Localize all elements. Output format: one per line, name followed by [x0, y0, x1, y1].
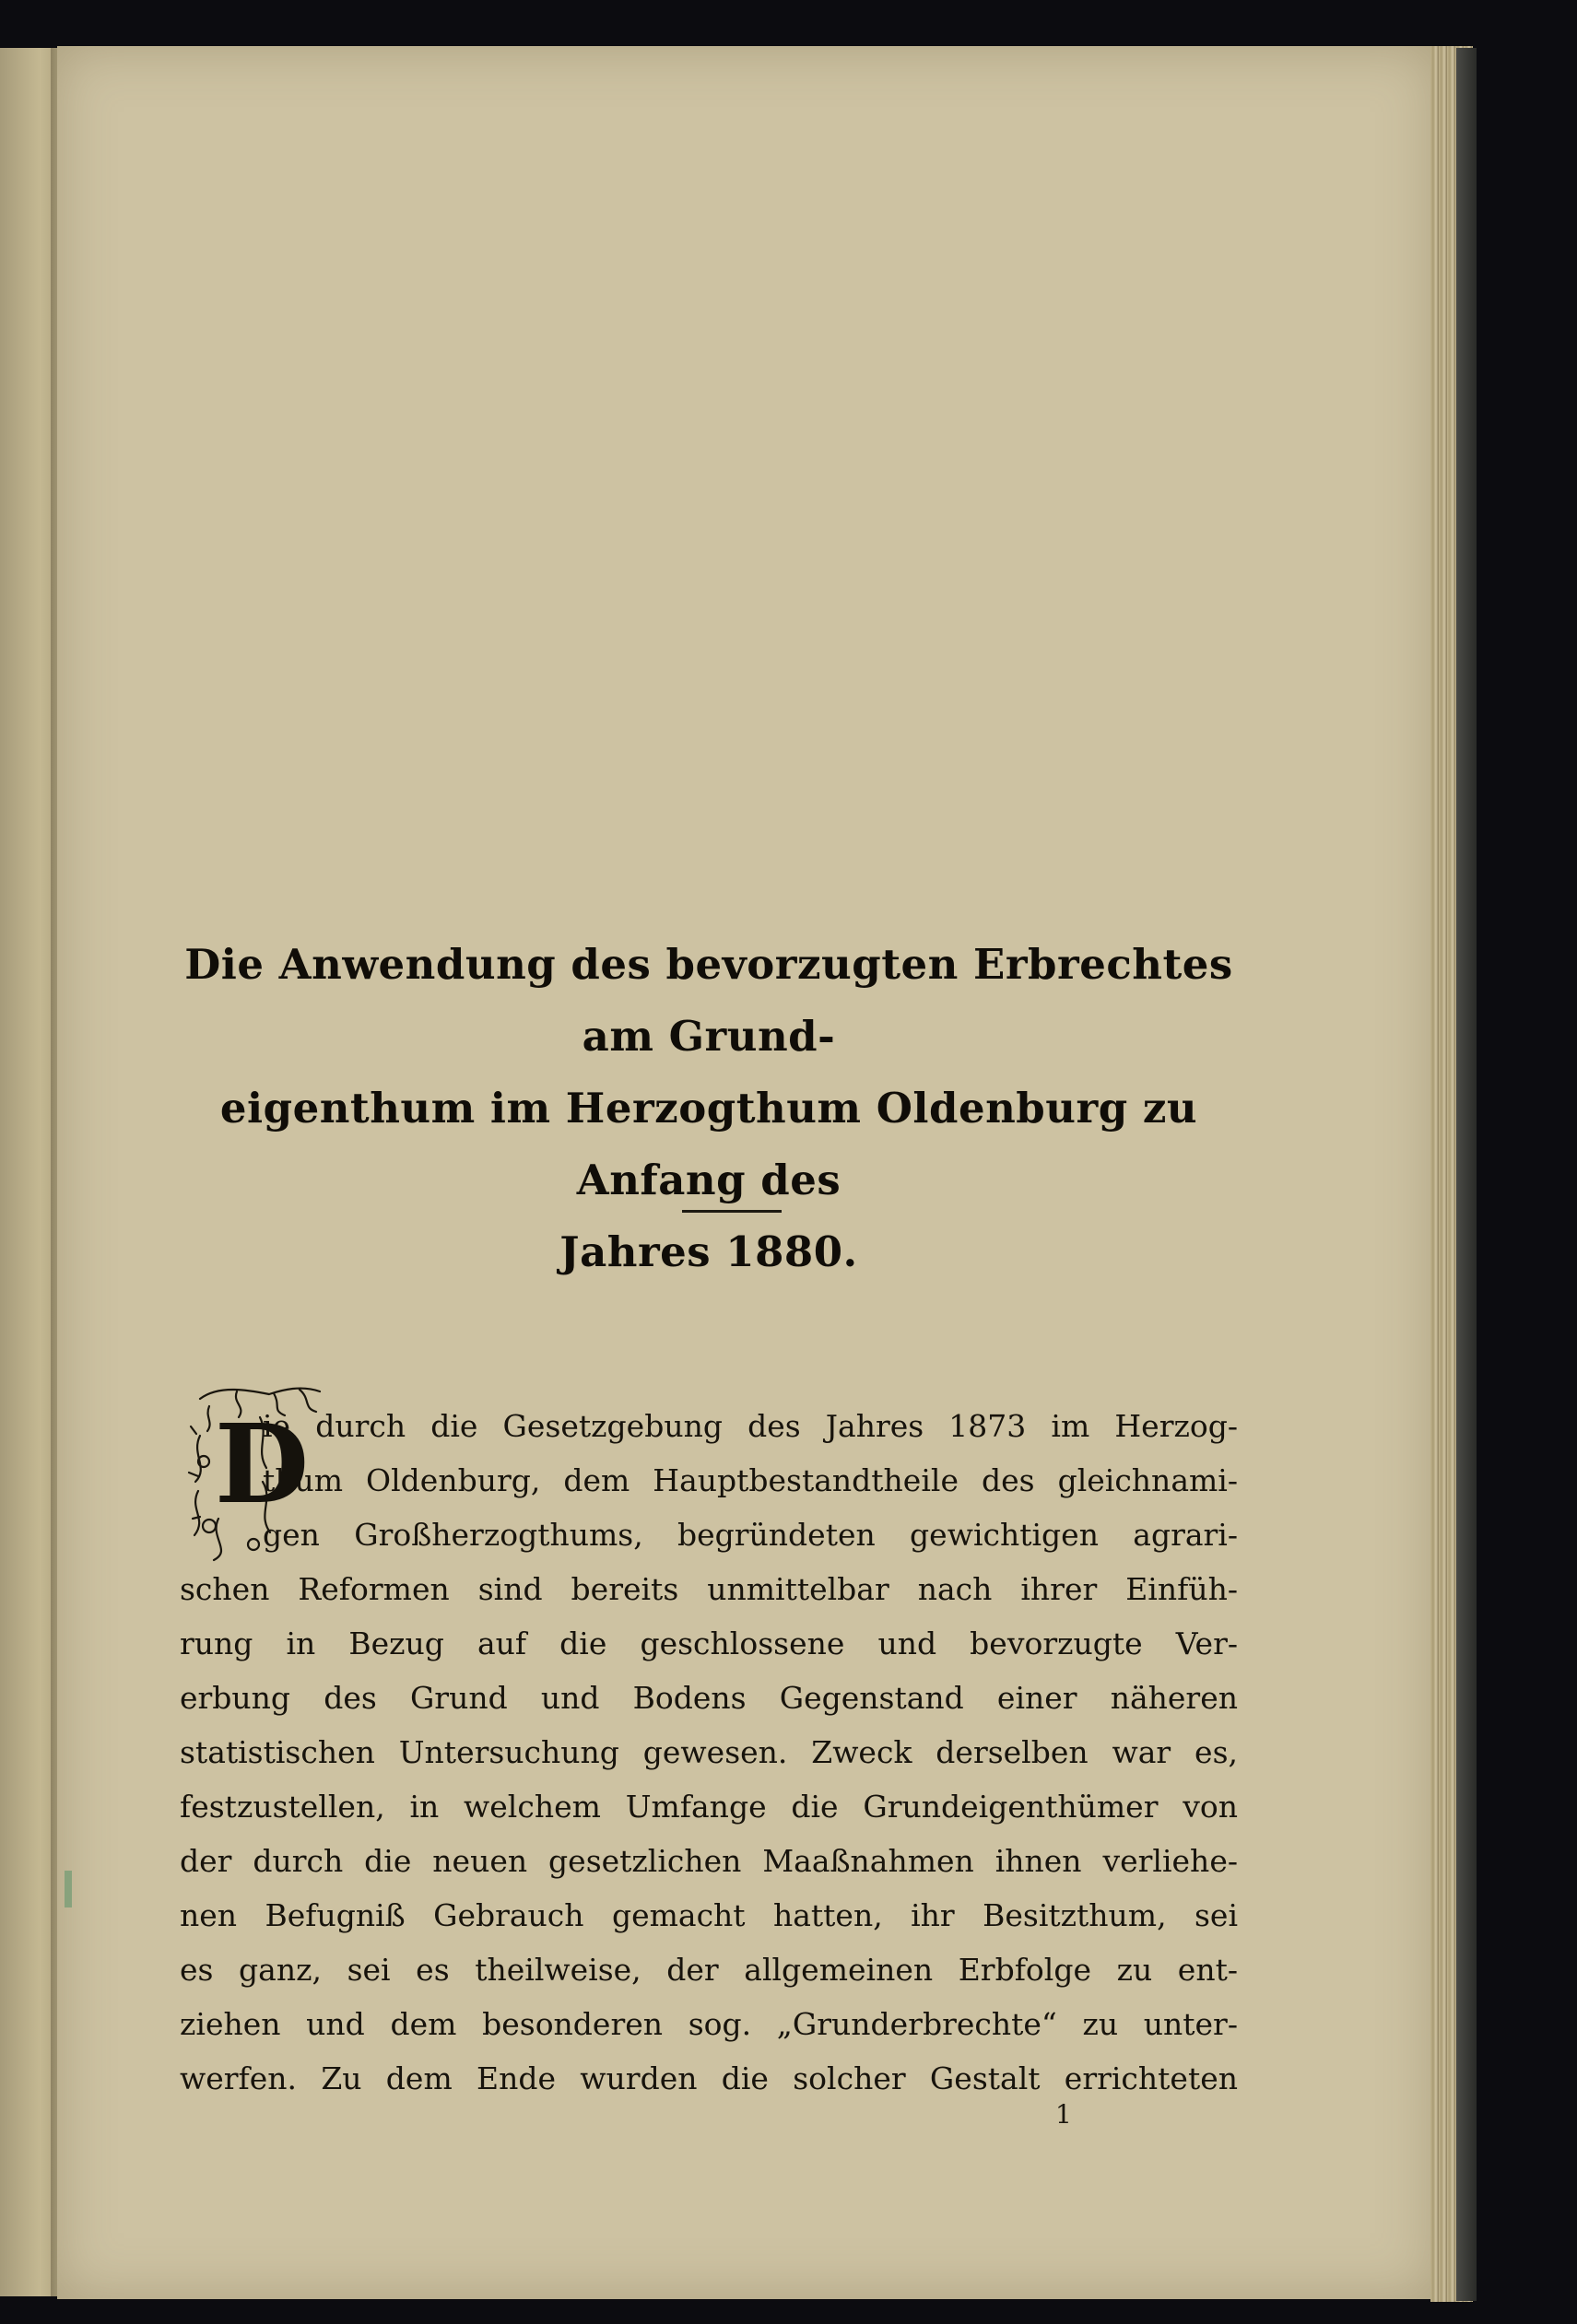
previous-page-edge	[0, 48, 57, 2296]
title-line: Jahres 1880.	[559, 1227, 858, 1276]
body-line: ie durch die Gesetzgebung des Jahres 1873 im Herzog-	[263, 1408, 1238, 1444]
initial-letter-text: D	[214, 1400, 310, 1528]
body-line: thum Oldenburg, dem Hauptbestandtheile des gleichnami-	[263, 1462, 1238, 1498]
body-line: festzustellen, in welchem Umfange die Grundeigenthümer von	[180, 1789, 1238, 1825]
body-line: rung in Bezug auf die geschlossene und bevorzugte Ver-	[180, 1626, 1238, 1661]
chapter-title	[180, 929, 1238, 1288]
body-line: es ganz, sei es theilweise, der allgemeinen Erbfolge zu ent-	[180, 1952, 1238, 1988]
body-line: der durch die neuen gesetzlichen Maaßnahmen ihnen verliehe-	[180, 1843, 1238, 1879]
body-line: schen Reformen sind bereits unmittelbar nach ihrer Einfüh-	[180, 1571, 1238, 1607]
title-line: eigenthum im Herzogthum Oldenburg zu Anfang des	[219, 1084, 1198, 1204]
body-line: gen Großherzogthums, begründeten gewichtigen agrari-	[263, 1517, 1238, 1553]
body-line: nen Befugniß Gebrauch gemacht hatten, ihr Besitzthum, sei	[180, 1897, 1238, 1933]
body-paragraph	[180, 1399, 1238, 2106]
title-line: Die Anwendung des bevorzugten Erbrechtes am Grund-	[184, 940, 1233, 1061]
section-rule	[682, 1210, 782, 1213]
body-line: statistischen Untersuchung gewesen. Zweck derselben war es,	[180, 1734, 1238, 1770]
cover-edge	[1456, 48, 1477, 2301]
page-number: 1	[1055, 2099, 1072, 2130]
body-line: ziehen und dem besonderen sog. „Grunderbrechte“ zu unter-	[180, 2006, 1238, 2042]
initial-letter-glyph	[214, 1400, 310, 1528]
body-line: erbung des Grund und Bodens Gegenstand einer näheren	[180, 1680, 1238, 1716]
body-line: werfen. Zu dem Ende wurden die solcher Gestalt errichteten	[180, 2060, 1238, 2096]
paper-speck	[65, 1871, 72, 1907]
